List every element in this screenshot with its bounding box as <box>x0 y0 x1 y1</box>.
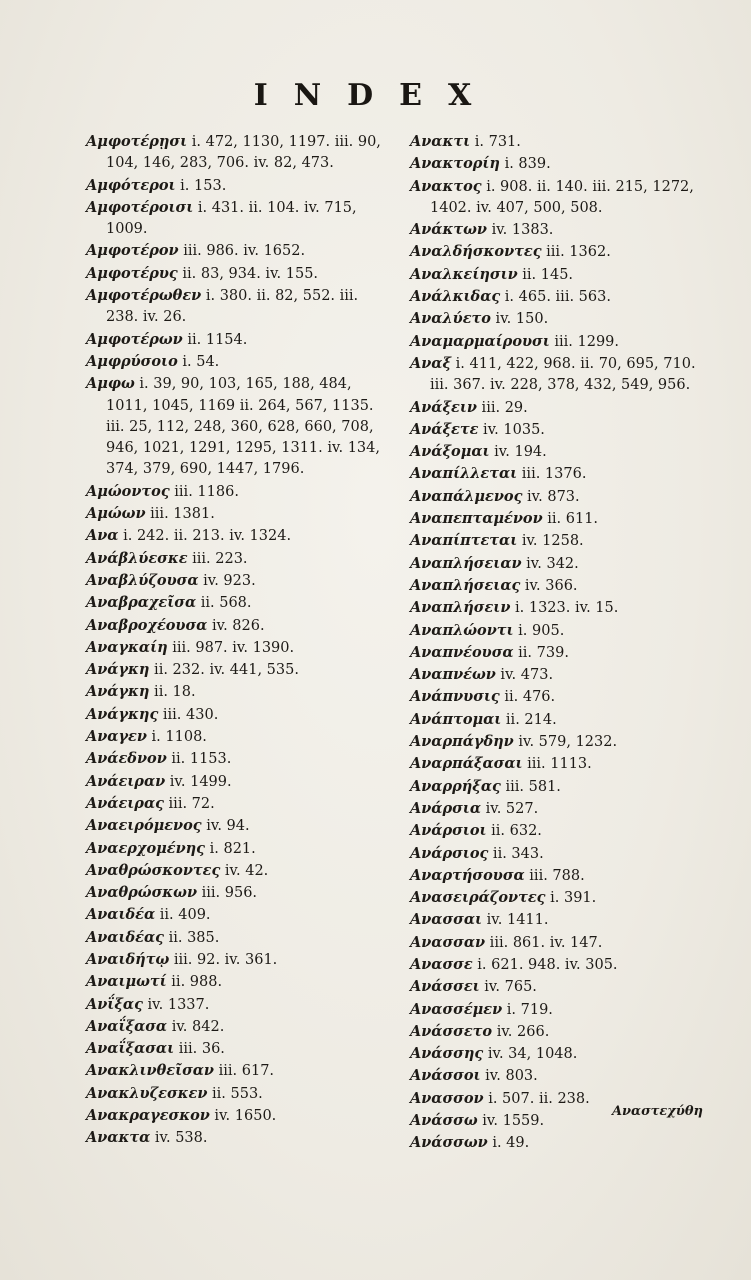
index-entry <box>86 1083 386 1105</box>
index-entry <box>410 1065 710 1087</box>
entry-references: ii. 409. <box>155 907 211 924</box>
entry-references: iv. 266. <box>492 1023 550 1040</box>
entry-headword: Ανα <box>86 527 119 545</box>
entry-references: ii. 632. <box>486 823 542 840</box>
index-entry <box>410 820 710 842</box>
entry-headword: Αναρπάγδην <box>410 733 514 751</box>
entry-headword: Αμώων <box>86 505 146 523</box>
entry-headword: Αμφότεροι <box>86 176 176 194</box>
entry-references: i. 821. <box>205 840 256 857</box>
entry-headword: Αναειρόμενος <box>86 817 202 835</box>
index-entry <box>86 1127 386 1149</box>
entry-headword: Ανάρσιος <box>410 844 489 862</box>
entry-headword: Ανάσσων <box>410 1134 488 1152</box>
entry-headword: Ανασειράζοντες <box>410 889 546 907</box>
entry-references: iii. 1299. <box>549 333 620 350</box>
index-entry <box>86 525 386 547</box>
index-entry <box>86 351 386 373</box>
entry-references: iii. 987. iv. 1390. <box>167 639 295 656</box>
entry-references: iv. 538. <box>150 1130 208 1147</box>
index-entry <box>410 308 710 330</box>
index-entry <box>86 726 386 748</box>
entry-headword: Ανάπτομαι <box>410 710 502 728</box>
entry-headword: Ανάειρας <box>86 794 164 812</box>
entry-references: iv. 765. <box>479 979 537 996</box>
index-entry <box>410 597 710 619</box>
entry-references: i. 1108. <box>146 729 207 746</box>
entry-references: ii. 343. <box>488 845 544 862</box>
index-entry <box>86 592 386 614</box>
entry-headword: Αναμαρμαίρουσι <box>410 332 550 350</box>
entry-headword: Ανασσαι <box>410 911 483 929</box>
index-entry <box>86 503 386 525</box>
entry-headword: Ανακραγεσκον <box>86 1107 210 1125</box>
index-entry <box>410 241 710 263</box>
entry-headword: Αναγεν <box>86 728 147 746</box>
entry-references: ii. 83, 934. iv. 155. <box>177 265 319 282</box>
entry-references: i. 411, 422, 968. ii. 70, 695, 710. iii. 367. iv. 228, 378, 432, 549, 956. <box>430 355 696 394</box>
index-entry <box>410 753 710 775</box>
entry-headword: Αναρπάξασαι <box>410 755 523 773</box>
entry-references: iv. 1411. <box>482 912 549 929</box>
entry-references: iv. 194. <box>489 444 547 461</box>
index-entry <box>410 575 710 597</box>
entry-headword: Ανάβλύεσκε <box>86 549 188 567</box>
index-entry <box>410 999 710 1021</box>
entry-headword: Ανάειραν <box>86 772 166 790</box>
entry-headword: Ανάλκιδας <box>410 288 501 306</box>
entry-references: iii. 1186. <box>169 483 239 500</box>
entry-headword: Αναρτήσουσα <box>410 866 525 884</box>
entry-references: iv. 826. <box>207 617 265 634</box>
index-entry <box>410 1043 710 1065</box>
entry-references: iii. 223. <box>187 550 248 567</box>
entry-references: iii. 956. <box>197 885 258 902</box>
entry-headword: Αναλδήσκοντες <box>410 243 542 261</box>
index-entry <box>410 530 710 552</box>
entry-headword: Ανάγκη <box>86 661 150 679</box>
entry-headword: Αναπλήσειας <box>410 576 521 594</box>
entry-references: ii. 1153. <box>166 751 232 768</box>
index-entry <box>86 681 386 703</box>
entry-references: iii. 1376. <box>517 466 587 483</box>
index-entry <box>86 373 386 480</box>
index-entry <box>86 815 386 837</box>
index-entry <box>410 508 710 530</box>
index-entry <box>410 909 710 931</box>
entry-headword: Αναπίλλεται <box>410 465 518 483</box>
index-entry <box>410 486 710 508</box>
entry-headword: Αναπίπτεται <box>410 532 518 550</box>
index-entry <box>86 793 386 815</box>
index-entry <box>86 949 386 971</box>
entry-headword: Αμφω <box>86 375 135 393</box>
index-entry <box>86 548 386 570</box>
entry-references: ii. 739. <box>513 644 569 661</box>
entry-references: i. 153. <box>175 177 227 194</box>
index-entry <box>410 709 710 731</box>
entry-headword: Αναπεπταμένον <box>410 510 543 528</box>
entry-references: iii. 36. <box>174 1041 225 1058</box>
index-entry <box>86 927 386 949</box>
index-entry <box>410 798 710 820</box>
index-entry <box>410 642 710 664</box>
entry-references: iv. 473. <box>495 667 554 684</box>
entry-headword: Αμώοντος <box>86 482 170 500</box>
entry-references: i. 731. <box>470 134 521 150</box>
entry-headword: Ανάσσετο <box>410 1022 493 1040</box>
entry-headword: Αναερχομένης <box>86 839 205 857</box>
entry-headword: Ανάσσει <box>410 978 480 996</box>
entry-headword: Ανακτι <box>410 133 471 150</box>
entry-headword: Αμφοτέρωθεν <box>86 287 202 305</box>
entry-headword: Ανακτα <box>86 1129 151 1147</box>
entry-references: i. 242. ii. 213. iv. 1324. <box>118 528 292 545</box>
entry-headword: Αμφοτέρῃσι <box>86 133 188 150</box>
index-entry <box>86 771 386 793</box>
entry-references: iii. 29. <box>476 399 528 416</box>
index-entry <box>86 175 386 197</box>
entry-references: i. 507. ii. 238. <box>483 1090 590 1107</box>
entry-references: i. 49. <box>487 1135 530 1152</box>
entry-references: iv. 527. <box>480 800 539 817</box>
index-entry <box>410 463 710 485</box>
index-entry <box>410 731 710 753</box>
index-entry <box>86 637 386 659</box>
index-entry <box>86 1060 386 1082</box>
entry-references: iii. 788. <box>524 867 585 884</box>
entry-references: iv. 842. <box>167 1018 225 1035</box>
index-entry <box>86 971 386 993</box>
entry-headword: Αναγκαίη <box>86 638 168 656</box>
entry-headword: Ανάγκης <box>86 705 159 723</box>
entry-references: iv. 923. <box>198 572 256 589</box>
entry-headword: Ανάρσιοι <box>410 822 487 840</box>
index-entry <box>410 397 710 419</box>
entry-references: iv. 150. <box>490 311 549 328</box>
entry-headword: Αναπλώοντι <box>410 621 514 639</box>
index-entry <box>410 441 710 463</box>
entry-headword: Αναξ <box>410 354 452 372</box>
entry-headword: Αναιδέας <box>86 928 164 946</box>
entry-references: iii. 1362. <box>541 244 611 261</box>
entry-references: ii. 553. <box>207 1085 263 1102</box>
entry-headword: Ανακτορίη <box>410 155 500 173</box>
index-entry <box>86 615 386 637</box>
index-entry <box>410 776 710 798</box>
index-entry <box>86 659 386 681</box>
entry-references: iv. 34, 1048. <box>483 1046 578 1063</box>
entry-headword: Ανάσσοι <box>410 1067 481 1085</box>
entry-headword: Αναιδέα <box>86 906 156 924</box>
entry-references: iii. 430. <box>158 706 219 723</box>
index-entry <box>410 219 710 241</box>
entry-headword: Αναιδήτῳ <box>86 950 170 968</box>
entry-references: iv. 873. <box>522 488 580 505</box>
entry-headword: Ανάπνυσις <box>410 688 500 706</box>
entry-references: ii. 385. <box>163 929 220 946</box>
index-column-right <box>410 131 710 1155</box>
entry-headword: Αμφοτέρυς <box>86 264 178 282</box>
entry-headword: Αναπλήσειαν <box>410 554 522 572</box>
entry-headword: Ανασσον <box>410 1089 484 1107</box>
entry-headword: Ανάσσω <box>410 1112 478 1130</box>
entry-references: iii. 986. iv. 1652. <box>178 243 306 260</box>
index-entry <box>86 704 386 726</box>
entry-headword: Αναπνέων <box>410 666 496 684</box>
entry-references: ii. 145. <box>517 266 574 283</box>
entry-references: ii. 18. <box>149 684 196 701</box>
index-entry <box>86 263 386 285</box>
index-entry <box>86 329 386 351</box>
entry-references: iv. 1650. <box>209 1108 277 1125</box>
index-entry <box>410 620 710 642</box>
index-entry <box>86 285 386 329</box>
entry-references: i. 465. iii. 563. <box>500 289 611 306</box>
index-entry <box>410 419 710 441</box>
index-entry <box>86 994 386 1016</box>
entry-references: i. 905. <box>513 622 565 639</box>
entry-headword: Ανάξομαι <box>410 443 490 461</box>
entry-references: iv. 1035. <box>478 421 545 438</box>
entry-headword: Ανάσσης <box>410 1045 484 1063</box>
entry-references: i. 839. <box>499 156 551 173</box>
index-entry <box>86 1105 386 1127</box>
index-entry <box>86 197 386 241</box>
entry-headword: Αμφοτέρων <box>86 330 183 348</box>
entry-references: i. 380. ii. 82, 552. iii. 238. iv. 26. <box>106 288 359 326</box>
entry-headword: Αναΐξασαι <box>86 1040 175 1058</box>
entry-headword: Αναΐξασα <box>86 1017 168 1035</box>
entry-references: i. 39, 90, 103, 165, 188, 484, 1011, 1045, 1169 ii. 264, 567, 1135. iii. 25, 112, 248, 360, 628, 660, 708, 946, 1021, 1291, 1295, 1311. iv. 134, 374, 379, 690, 1447, 1796. <box>106 376 380 478</box>
index-entry <box>86 481 386 503</box>
index-entry <box>410 1132 710 1154</box>
entry-references: ii. 568. <box>196 595 252 612</box>
entry-references: iv. 42. <box>220 862 269 879</box>
index-entry <box>410 686 710 708</box>
index-entry <box>86 882 386 904</box>
index-entry <box>410 264 710 286</box>
index-entry <box>410 1021 710 1043</box>
page-title: INDEX <box>253 78 498 113</box>
entry-headword: Ανάκτων <box>410 221 487 239</box>
entry-references: ii. 476. <box>499 689 556 706</box>
entry-headword: Αναθρώσκων <box>86 884 198 902</box>
entry-headword: Αναπνέουσα <box>410 643 514 661</box>
entry-headword: Αναιμωτί <box>86 973 167 991</box>
entry-references: i. 54. <box>177 353 220 370</box>
entry-headword: Ανάεδνον <box>86 750 167 768</box>
index-entry <box>410 353 710 397</box>
catchword: Αναστεχύθη <box>611 1104 703 1119</box>
entry-references: iv. 1258. <box>517 533 584 550</box>
entry-references: ii. 988. <box>166 974 223 991</box>
entry-headword: Αναπλήσειν <box>410 599 511 617</box>
index-entry <box>86 860 386 882</box>
entry-references: iv. 366. <box>520 577 578 594</box>
index-entry <box>410 331 710 353</box>
index-entry <box>410 865 710 887</box>
index-entry <box>410 553 710 575</box>
index-entry <box>410 176 710 220</box>
entry-references: iii. 72. <box>163 795 215 812</box>
entry-headword: Ανακτος <box>410 177 482 195</box>
entry-references: iv. 342. <box>521 555 579 572</box>
entry-headword: Ανασσαν <box>410 933 486 951</box>
entry-references: i. 391. <box>545 890 597 907</box>
entry-headword: Αμφοτέρον <box>86 242 179 260</box>
entry-headword: Ανάξειν <box>410 398 477 416</box>
index-entry <box>86 904 386 926</box>
index-entry <box>410 954 710 976</box>
entry-headword: Αμφρύσοιο <box>86 352 178 370</box>
entry-headword: Αναβροχέουσα <box>86 616 208 634</box>
index-entry <box>86 1038 386 1060</box>
entry-references: ii. 611. <box>542 511 599 528</box>
entry-headword: Ανάξετε <box>410 420 479 438</box>
entry-references: i. 472, 1130, 1197. iii. 90, 104, 146, 283, 706. iv. 82, 473. <box>106 134 381 172</box>
entry-references: i. 908. ii. 140. iii. 215, 1272, 1402. iv. 407, 500, 508. <box>430 178 694 216</box>
index-entry <box>86 748 386 770</box>
entry-references: ii. 1154. <box>182 331 248 348</box>
entry-references: iv. 1383. <box>486 222 554 239</box>
entry-headword: Αναπάλμενος <box>410 487 523 505</box>
index-entry <box>86 1016 386 1038</box>
index-entry <box>410 131 710 153</box>
entry-references: iv. 94. <box>201 818 250 835</box>
index-entry <box>410 664 710 686</box>
entry-references: ii. 232. iv. 441, 535. <box>149 662 299 679</box>
index-entry <box>410 843 710 865</box>
entry-headword: Αναλκείησιν <box>410 265 518 283</box>
entry-headword: Ανάρσια <box>410 799 481 817</box>
entry-headword: Αναλύετο <box>410 310 491 328</box>
index-entry <box>86 131 386 175</box>
index-entry <box>410 286 710 308</box>
entry-references: i. 1323. iv. 15. <box>510 600 619 617</box>
entry-references: iv. 1559. <box>477 1113 545 1130</box>
entry-references: iii. 1113. <box>522 756 592 773</box>
entry-headword: Ανασσε <box>410 955 473 973</box>
entry-headword: Ανακλυζεσκεν <box>86 1084 208 1102</box>
index-entry <box>410 932 710 954</box>
entry-references: iv. 1499. <box>165 773 232 790</box>
entry-headword: Ανασσέμεν <box>410 1000 503 1018</box>
index-entry <box>86 570 386 592</box>
entry-headword: Αναβλύζουσα <box>86 571 199 589</box>
index-entry <box>86 240 386 262</box>
entry-headword: Αναθρώσκοντες <box>86 861 221 879</box>
entry-references: iii. 1381. <box>145 506 215 523</box>
entry-headword: Ανάγκη <box>86 683 150 701</box>
entry-references: iv. 579, 1232. <box>513 734 618 751</box>
entry-references: i. 431. ii. 104. iv. 715, 1009. <box>106 199 357 238</box>
index-column-left <box>86 131 386 1150</box>
entry-headword: Ανακλινθεῖσαν <box>86 1062 214 1080</box>
index-entry <box>410 887 710 909</box>
entry-headword: Ανΐξας <box>86 995 143 1013</box>
entry-references: iv. 1337. <box>142 996 210 1013</box>
index-entry <box>410 153 710 175</box>
entry-headword: Αναρρήξας <box>410 777 501 795</box>
entry-headword: Αναβραχεῖσα <box>86 594 197 612</box>
index-entry <box>410 976 710 998</box>
entry-references: iii. 861. iv. 147. <box>485 934 603 951</box>
entry-references: i. 719. <box>502 1001 553 1018</box>
entry-references: iii. 617. <box>214 1063 275 1080</box>
entry-headword: Αμφοτέροισι <box>86 198 194 216</box>
entry-references: iii. 92. iv. 361. <box>169 951 278 968</box>
entry-references: iv. 803. <box>480 1068 538 1085</box>
entry-references: ii. 214. <box>501 711 557 728</box>
index-entry <box>86 838 386 860</box>
entry-references: i. 621. 948. iv. 305. <box>472 956 618 973</box>
entry-references: iii. 581. <box>500 778 561 795</box>
